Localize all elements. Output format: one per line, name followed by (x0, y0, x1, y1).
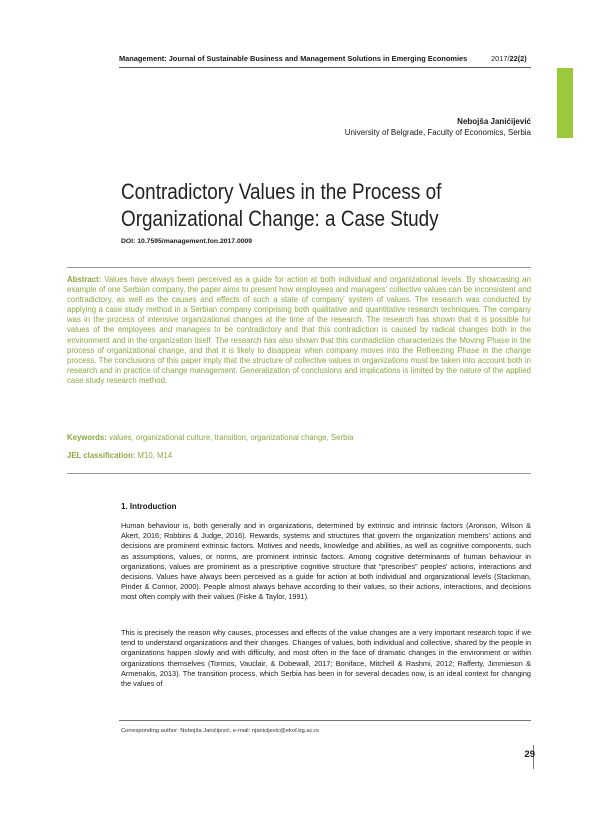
issue-info (491, 54, 527, 63)
jel-codes: M10, M14 (137, 451, 173, 460)
header-divider (119, 67, 531, 68)
abstract-text: Values have always been perceived as a guide for action at both individual and organizational levels. By showcasing an example of one Serbian company, the paper aims to present how employees and managers' collective values can be inconsistent and contradictory, as well as the causes and effects of such a state of company' system of values. The research was conducted by applying a case study method in a Serbian company comprising both qualitative and quantitative research techniques. The company was in the process of intensive organizational changes at the time of the research. The research has shown that it is possible for values of the employees and managers to be contradictory and that this contradiction is caused by radical changes both in the environment and in the organization itself. The research has also shown that this contradiction characterizes the Moving Phase in the process of organizational change, and that it is likely to disappear when company moves into the Refreezing Phase in the change process. The conclusions of this paper imply that the structure of collective values in organizations must be taken into account both in research and in practice of change management. Generalization of conclusions and implications is limited by the nature of the applied case study research method. (67, 275, 531, 385)
paragraph-2: This is precisely the reason why causes, processes and effects of the value changes are a very important research topic if we tend to understand organizations and their changes. Changes of values, both individual and collective, shared by the people in organizations happen slowly and with difficulty, and most often in the face of dramatic changes in the environment or within organizations themselves (Tormos, Vauclair, & Dobewall, 2017; Boniface, Mitchell & Rashmi, 2012; Rafferty, Jimmieson & Armenakis, 2013). The transition process, which Serbia has been in for several decades now, is an ideal context for changing the values of (121, 628, 531, 689)
keywords (67, 433, 354, 442)
page-number: 29 (524, 749, 535, 760)
jel-label: JEL classification: (67, 451, 136, 460)
abstract-label: Abstract: (67, 275, 102, 284)
corresponding-author-note: Corresponding author: Nebojša Janićijević, e-mail: njanicijevic@ekof.bg.ac.rs (121, 728, 319, 734)
abstract-top-divider (67, 267, 531, 268)
issue-number: 22(2) (509, 54, 527, 63)
section-heading: 1. Introduction (121, 502, 177, 511)
title-line-1: Contradictory Values in the Process of (121, 179, 442, 204)
journal-name: Management: Journal of Sustainable Business and Management Solutions in Emerging Economies (119, 54, 468, 63)
issue-year: 2017/ (491, 54, 510, 63)
jel-classification (67, 451, 172, 460)
author-affiliation: University of Belgrade, Faculty of Economics, Serbia (344, 128, 531, 137)
green-page-tab (557, 68, 573, 138)
article-title (121, 178, 482, 232)
keywords-text: values, organizational culture, transition, organizational change, Serbia (109, 433, 354, 442)
author-name: Nebojša Janićijević (457, 117, 531, 126)
footnote-divider (119, 720, 531, 721)
paragraph-1: Human behaviour is, both generally and in organizations, determined by extrinsic and intrinsic factors (Aronson, Wilson & Akert, 2016; Robbins & Judge, 2016). Rewards, systems and structures that govern the organization members' actions and decisions are prominent extrinsic factors. Motives and needs, knowledge and abilities, as well as cognitive components, such as assumptions, values, or norms, are prominent intrinsic factors. Among cognitive determinants of human behaviour in organizations, values are prominent as a prescriptive cognitive structure that “prescribes” peoples' actions, interactions and decisions. Values have always been perceived as a guide for action at both individual and organizational levels (Stackman, Pinder & Connor, 2000). People almost always behave according to their values, so their actions, interactions, and decisions most often comply with their values (Fiske & Taylor, 1991). (121, 521, 531, 602)
keywords-label: Keywords: (67, 433, 107, 442)
abstract-bottom-divider (67, 473, 531, 474)
title-line-2: Organizational Change: a Case Study (121, 206, 439, 231)
doi: DOI: 10.7595/management.fon.2017.0009 (121, 238, 253, 245)
abstract (67, 275, 531, 386)
